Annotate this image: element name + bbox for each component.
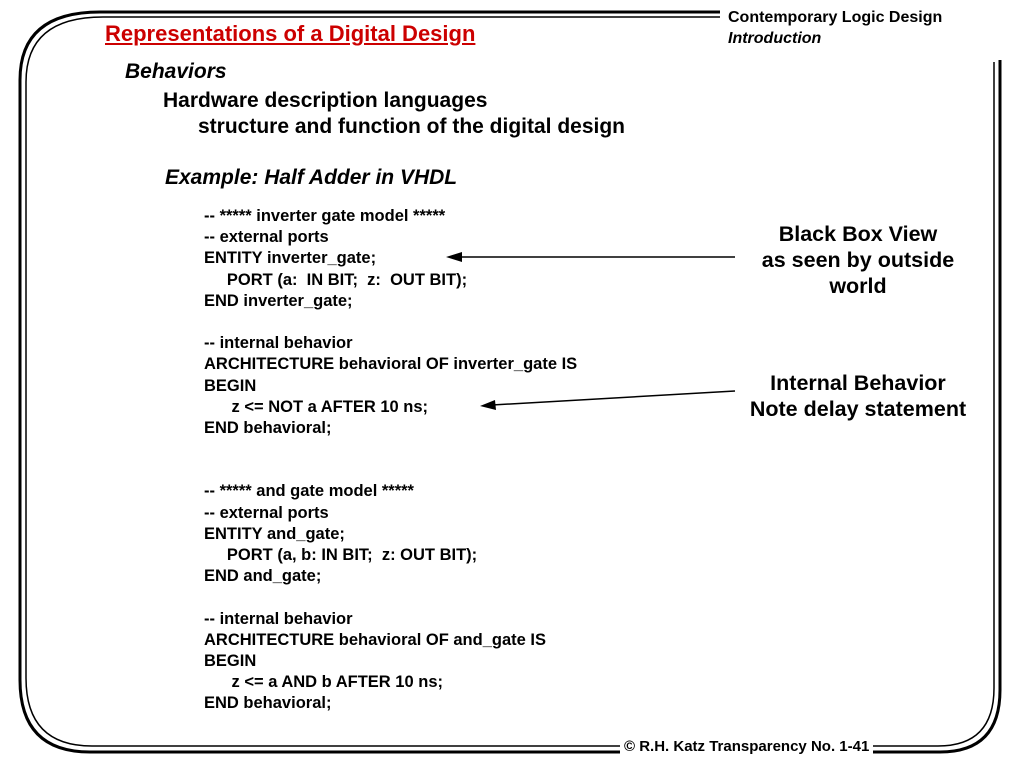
- note-black-box: [728, 221, 988, 299]
- code-line: PORT (a, b: IN BIT; z: OUT BIT);: [204, 546, 478, 564]
- sub-bullet-structure: structure and function of the digital design: [198, 115, 626, 138]
- code-line: ENTITY and_gate;: [204, 524, 345, 543]
- code-line: BEGIN: [204, 651, 257, 670]
- code-line: END inverter_gate;: [204, 291, 353, 310]
- footer-credit: © R.H. Katz Transparency No. 1-41: [620, 738, 873, 755]
- note-line: as seen by outside: [761, 248, 955, 272]
- code-line: PORT (a: IN BIT; z: OUT BIT);: [204, 270, 468, 289]
- code-line: [204, 312, 577, 333]
- course-title: Contemporary Logic Design: [728, 9, 943, 26]
- code-line: z <= a AND b AFTER 10 ns;: [204, 673, 443, 692]
- slide-title: Representations of a Digital Design: [105, 21, 476, 46]
- code-line: ARCHITECTURE behavioral OF and_gate IS: [204, 630, 546, 649]
- note-internal-behavior: [728, 370, 988, 422]
- note-line: world: [829, 274, 887, 298]
- code-line: -- external ports: [204, 228, 329, 247]
- example-heading: Example: Half Adder in VHDL: [165, 166, 458, 189]
- code-line: END behavioral;: [204, 694, 332, 713]
- code-line: -- internal behavior: [204, 609, 353, 628]
- code-line: ARCHITECTURE behavioral OF inverter_gate IS: [204, 355, 578, 374]
- code-line: END behavioral;: [204, 418, 332, 437]
- heading-behaviors: Behaviors: [125, 60, 227, 83]
- code-line: [204, 460, 577, 481]
- code-line: BEGIN: [204, 376, 257, 395]
- vhdl-code-block: [204, 206, 577, 715]
- bullet-hdl: Hardware description languages: [163, 89, 488, 112]
- note-line: Internal Behavior: [770, 371, 946, 395]
- note-line: Note delay statement: [749, 397, 967, 421]
- chapter-title: Introduction: [728, 30, 822, 47]
- code-line: ENTITY inverter_gate;: [204, 249, 377, 268]
- note-line: Black Box View: [778, 222, 938, 246]
- code-line: -- internal behavior: [204, 334, 353, 353]
- code-line: z <= NOT a AFTER 10 ns;: [204, 397, 429, 416]
- code-line: -- external ports: [204, 503, 329, 522]
- code-line: END and_gate;: [204, 567, 322, 586]
- code-line: [204, 587, 577, 608]
- code-line: [204, 439, 577, 460]
- code-line: -- ***** inverter gate model *****: [204, 207, 446, 225]
- code-line: -- ***** and gate model *****: [204, 482, 414, 501]
